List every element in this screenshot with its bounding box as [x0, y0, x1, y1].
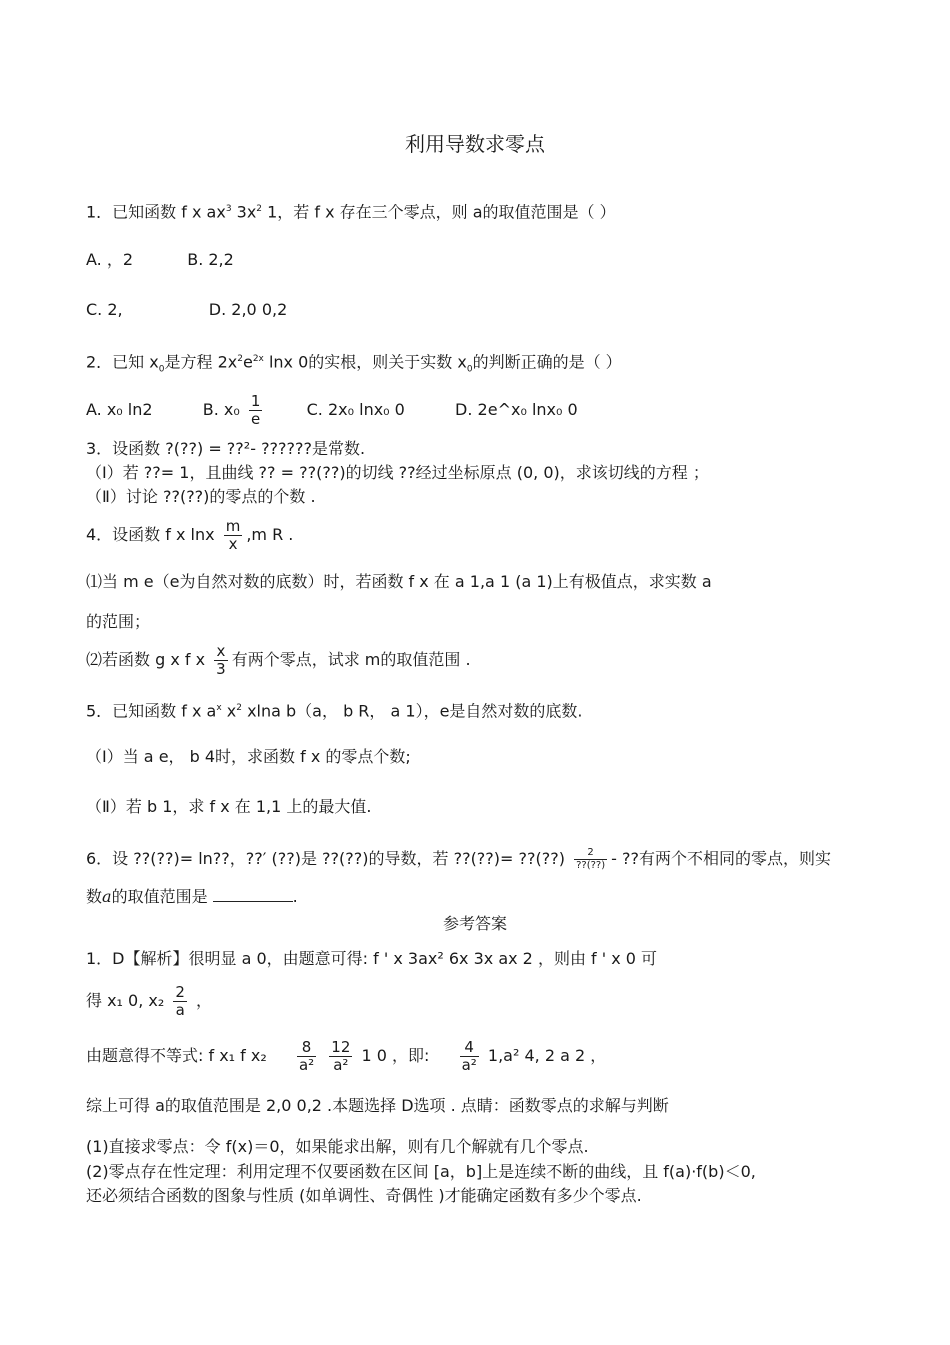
q4-part1-line2: 的范围；	[86, 612, 151, 631]
q1-option-c: C. 2,	[86, 300, 123, 319]
fraction-denominator: e	[251, 410, 261, 428]
q5-sup: 2	[236, 703, 242, 713]
ans1-text: 得 x₁ 0, x₂	[86, 991, 165, 1010]
fraction-denominator: a²	[461, 1056, 477, 1074]
ans1-text: 由题意得不等式: f x₁ f x₂	[86, 1046, 267, 1065]
fraction-numerator: m	[225, 517, 241, 535]
fraction-numerator: 1	[250, 392, 261, 410]
q2-stem-part: 是方程 2x	[164, 352, 238, 372]
ans1-fraction	[460, 1039, 479, 1074]
q4-part2-fraction	[214, 643, 228, 678]
ans1-line1: 1．D【解析】很明显 a 0，由题意可得: f ' x 3ax² 6x 3x ax 2 ，则由 f ' x 0 可	[86, 949, 658, 968]
fraction-numerator: 2	[175, 983, 185, 1001]
ans1-fraction	[329, 1039, 352, 1074]
q4-fraction	[224, 518, 243, 553]
ans1-fraction	[297, 1039, 316, 1074]
answer-heading: 参考答案	[442, 914, 507, 933]
ans1-fraction	[173, 984, 187, 1019]
q4-part2-text: 有两个零点，试求 m的取值范围 .	[231, 650, 471, 669]
q5-part2: （Ⅱ）若 b 1，求 f x 在 1,1 上的最大值.	[86, 797, 372, 816]
q2-sup: 2	[237, 354, 243, 364]
q1-stem-part: 1．已知函数 f x ax	[86, 202, 226, 222]
ans1-note3: 还必须结合函数的图象与性质 (如单调性、奇偶性 )才能确定函数有多少个零点.	[86, 1186, 642, 1205]
fraction-denominator: ??(??)	[576, 860, 606, 871]
ans1-line3	[86, 1036, 606, 1076]
q1-option-b: B. 2,2	[187, 250, 234, 269]
q6-stem-part: - ??有两个不相同的零点，则实	[611, 849, 831, 868]
answer-blank	[213, 887, 293, 902]
q2-option-b-fraction	[249, 393, 263, 428]
q5-sup: x	[216, 703, 222, 713]
q4-stem-part: ,m R .	[246, 525, 294, 544]
q6-line2-text: 数	[86, 887, 103, 906]
ans1-text: 1,a² 4, 2 a 2 ，	[487, 1046, 607, 1065]
q5-part1: （Ⅰ）当 a e， b 4时，求函数 f x 的零点个数;	[86, 747, 411, 766]
fraction-numerator: 2	[574, 847, 607, 860]
q5-stem-part: 5．已知函数 f x a	[86, 701, 217, 721]
ans1-text: 1 0 ，即:	[361, 1046, 430, 1065]
q6-stem	[86, 840, 831, 878]
q3-stem: 3．设函数 ?(??) = ??²- ??????是常数.	[86, 439, 366, 458]
q4-stem-part: 4．设函数 f x lnx	[86, 525, 215, 544]
q6-stem-part: 6．设 ??(??)= ln??，??′ (??)是 ??(??)的导数，若 ??(??)= ??(??)	[86, 849, 565, 868]
q6-line2-text: 的取值范围是	[111, 887, 208, 906]
q3-part2: （Ⅱ）讨论 ??(??)的零点的个数 .	[86, 487, 316, 506]
q5-stem-part: xlna b（a， b R， a 1），e是自然对数的底数.	[241, 701, 583, 721]
q4-stem	[86, 516, 293, 554]
fraction-numerator: 12	[331, 1038, 351, 1056]
q5-stem-part: x	[221, 701, 237, 721]
q6-line2-text: .	[292, 887, 298, 906]
ans1-line4: 综上可得 a的取值范围是 2,0 0,2 .本题选择 D选项 . 点睛：函数零点的求解与判断	[86, 1096, 669, 1115]
q6-line2	[86, 887, 298, 907]
q1-stem-part: 3x	[231, 202, 257, 222]
q1-options-row1	[86, 250, 234, 270]
q1-stem	[86, 199, 616, 222]
q2-sub: 0	[466, 364, 473, 375]
q2-option-d: D. 2e^x₀ lnx₀ 0	[455, 400, 578, 419]
q2-stem-part: e	[242, 352, 253, 372]
q2-sup: 2x	[252, 354, 264, 364]
q2-options	[86, 392, 578, 428]
fraction-denominator: a²	[298, 1056, 315, 1074]
q1-stem-part: 1，若 f x 存在三个零点，则 a的取值范围是（ ）	[262, 202, 616, 222]
q2-option-c: C. 2x₀ lnx₀ 0	[306, 400, 405, 419]
q2-sub: 0	[158, 364, 165, 375]
q2-stem-part: lnx 0的实根，则关于实数 x	[263, 352, 467, 372]
fraction-denominator: x	[228, 535, 238, 553]
ans1-note2: (2)零点存在性定理：利用定理不仅要函数在区间 [a，b]上是连续不断的曲线，且 f(a)·f(b)＜0,	[86, 1162, 756, 1181]
ans1-note1: (1)直接求零点：令 f(x)＝0，如果能求出解，则有几个解就有几个零点.	[86, 1137, 589, 1156]
q1-sup: 2	[256, 204, 263, 214]
page-title: 利用导数求零点	[405, 132, 545, 156]
fraction-numerator: 8	[297, 1039, 316, 1057]
ans1-text: ，	[196, 991, 213, 1010]
q1-option-a: A. ，2	[86, 250, 134, 269]
q2-stem-part: 2．已知 x	[86, 352, 159, 372]
fraction-numerator: 4	[460, 1039, 479, 1057]
q4-part1-line1: ⑴当 m e（e为自然对数的底数）时，若函数 f x 在 a 1,a 1 (a 1)上有极值点，求实数 a	[86, 572, 712, 591]
fraction-denominator: 3	[216, 660, 226, 678]
q2-stem	[86, 349, 622, 380]
q5-stem	[86, 698, 583, 721]
ans1-line2	[86, 981, 212, 1021]
q2-stem-part: 的判断正确的是（ ）	[472, 352, 622, 372]
q1-options-row2	[86, 300, 287, 320]
q1-sup: 3	[225, 204, 232, 214]
q4-part2	[86, 641, 471, 679]
fraction-denominator: a	[175, 1001, 185, 1019]
q2-option-a: A. x₀ ln2	[86, 400, 153, 419]
q1-option-d: D. 2,0 0,2	[208, 300, 288, 319]
q4-part2-text: ⑵若函数 g x f x	[86, 650, 206, 669]
q2-option-b: B. x₀	[202, 400, 240, 419]
q3-part1: （Ⅰ）若 ??= 1，且曲线 ?? = ??(??)的切线 ??经过坐标原点 (0, 0)，求该切线的方程 ；	[86, 463, 709, 482]
q6-fraction	[574, 847, 607, 872]
fraction-denominator: a²	[333, 1056, 349, 1074]
q6-variable-a: a	[102, 887, 112, 906]
fraction-numerator: x	[214, 643, 228, 661]
